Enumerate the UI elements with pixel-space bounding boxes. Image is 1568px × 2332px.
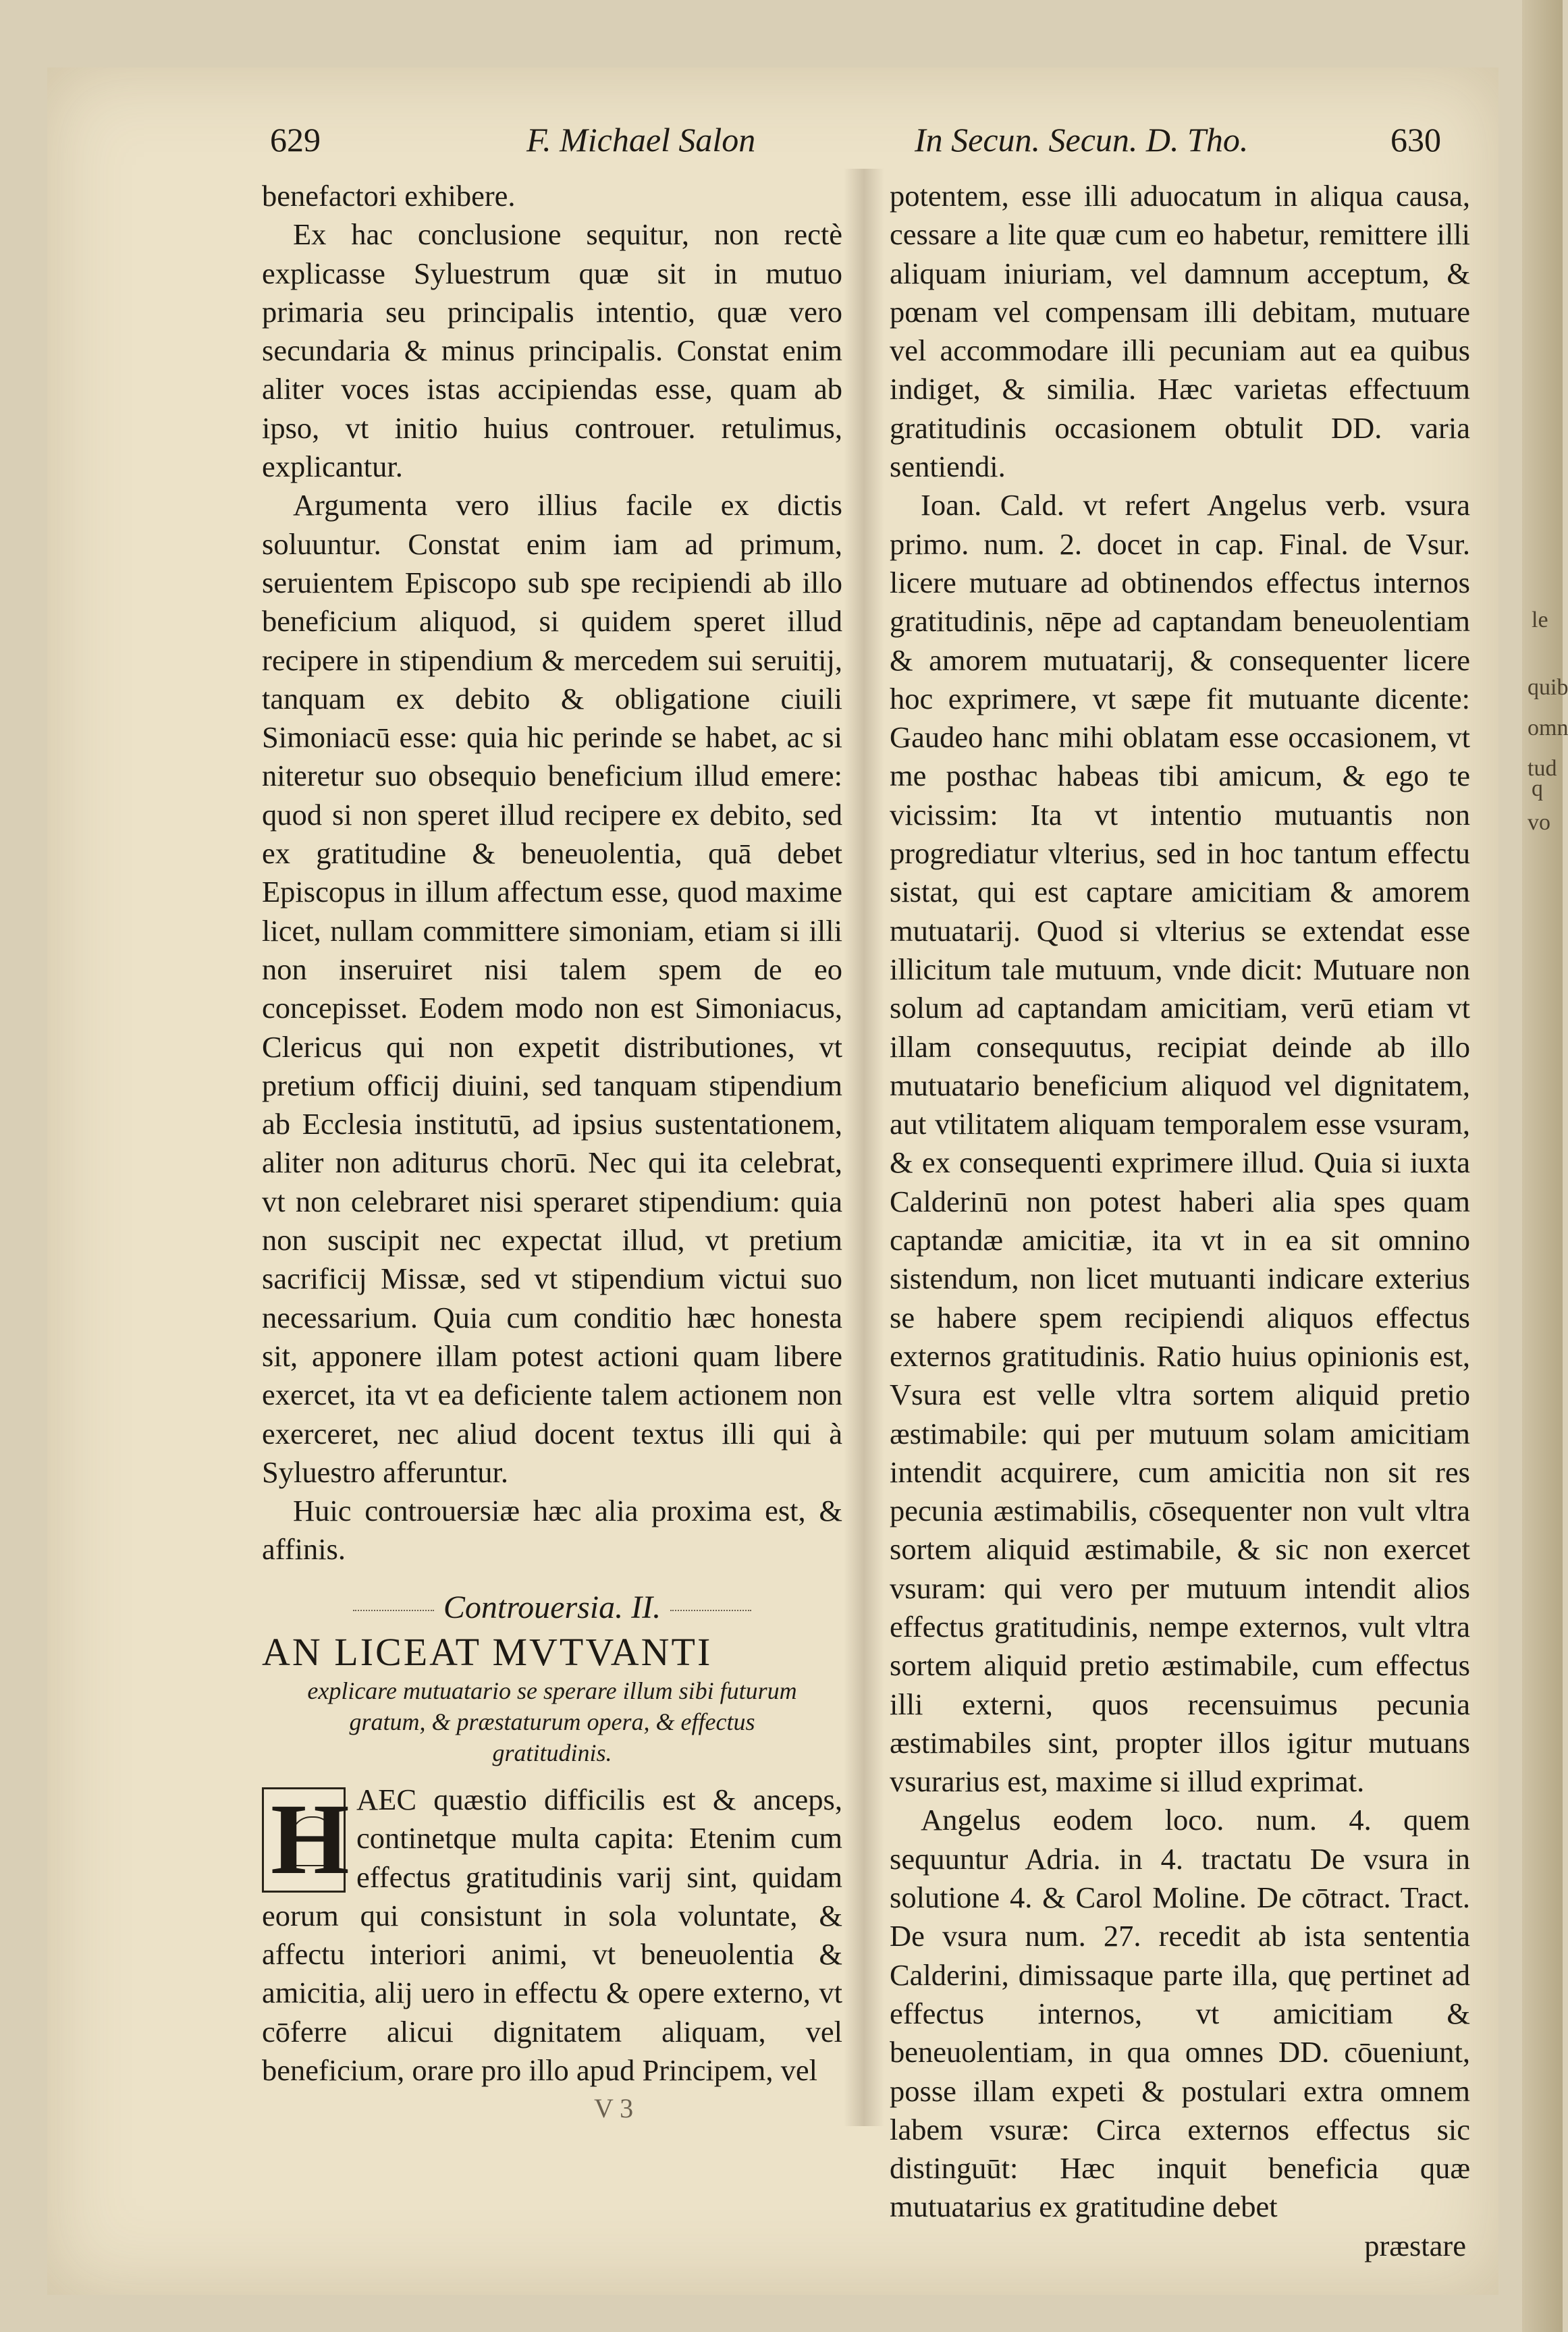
next-page-edge	[1522, 0, 1568, 2332]
subtitle-text: Controuersia. II.	[443, 1589, 661, 1625]
section-subtitle	[262, 1588, 842, 1627]
section-title-subtext: explicare mutuatario se sperare illum sibi futurum gratum, & præstaturum opera, & effectus gratitudinis.	[307, 1677, 797, 1766]
dropcap-ornament	[262, 1783, 350, 1895]
dotted-rule	[353, 1610, 434, 1611]
paragraph: potentem, esse illi aduocatum in aliqua causa, cessare a lite quæ cum eo habetur, remittere illi aliquam iniuriam, vel damnum acceptum, & pœnam vel compensam illi debitam, mutuare vel accommodare illi pecuniam aut ea quibus indiget, & similia. Hæc varietas effectuum gratitudinis occasionem obtulit DD. varia sentiendi.	[890, 179, 1470, 484]
edge-fragment: q	[1532, 776, 1543, 801]
edge-fragment: le	[1532, 607, 1548, 632]
gutter-shadow	[844, 169, 884, 2126]
left-page-number: 629	[270, 121, 321, 159]
edge-fragment: tud	[1528, 756, 1557, 781]
left-running-head: F. Michael Salon	[526, 121, 756, 159]
paragraph: Huic controuersiæ hæc alia proxima est, & affinis.	[262, 1494, 842, 1567]
signature-mark: V 3	[594, 2093, 634, 2123]
left-column	[262, 177, 842, 2090]
paragraph: Argumenta vero illius facile ex dictis soluuntur. Constat enim iam ad primum, seruientem Episcopo sub spe recipiendi ab illo beneficium aliquod, si quidem speret illud recipere in stipendium & mercedem sui seruitij, tanquam ex debito & obligatione ciuili Simoniacū esse: quia hic perinde se habet, ac si niteretur suo obsequio beneficium illud emere: quod si non speret illud recipere ex debito, sed ex gratitudine & beneuolentia, quā debet Episcopus in illum affectum esse, quod maxime licet, nullam committere simoniam, etiam si illi non inseruiret nisi talem spem de eo concepisset. Eodem modo non est Simoniacus, Clericus qui non expetit distributiones, vt pretium officij diuini, sed tanquam stipendium ab Ecclesia institutū, ad ipsius sustentationem, aliter non aditurus chorū. Nec qui ita celebrat, vt non celebraret nisi speraret stipendium: quia non suscipit nec expectat illud, vt pretium sacrificij Missæ, sed vt stipendium victui suo necessarium. Quia cum conditio hæc honesta sit, apponere illam potest actioni quam libere exercet, ita vt ea deficiente talem actionem non exerceret, nec aliud docent textus illi qui à Syluestro afferuntur.	[262, 488, 842, 1489]
dropcap-letter: H	[271, 1783, 350, 1895]
section-title: AN LICEAT MVTVANTI	[262, 1629, 713, 1674]
paragraph: benefactori exhibere.	[262, 179, 516, 213]
dotted-rule	[670, 1610, 751, 1611]
catchword: præstare	[1364, 2228, 1466, 2262]
paragraph: Ioan. Cald. vt refert Angelus verb. vsura primo. num. 2. docet in cap. Final. de Vsur. licere mutuare ad obtinendos effectus internos gratitudinis, nēpe ad captandam beneuolentiam & amorem mutuatarij, & consequenter licere hoc exprimere, vt sæpe fit mutuante dicente: Gaudeo hanc mihi oblatam esse occasionem, vt me posthac habeas tibi amicum, & ego te vicissim: Ita vt intentio mutuantis non progrediatur vlterius, sed in hoc tantum effectu sistat, qui est captare amicitiam & amorem mutuatarij. Quod si vlterius se extendat esse illicitum tale mutuum, vnde dicit: Mutuare non solum ad captandam amicitiam, verū etiam vt illam consequutus, recipiat deinde ab illo mutuatario beneficium aliquod vel dignitatem, aut vtilitatem aliquam temporalem esse vsuram, & ex consequenti exprimere illud. Quia si iuxta Calderinū non potest haberi alia spes quam captandæ amicitiæ, ita vt in ea sit omnino sistendum, non licet mutuanti indicare exterius se habere spem recipiendi aliquos effectus externos gratitudinis. Ratio huius opinionis est, Vsura est velle vltra sortem aliquid pretio æstimabile: qui per mutuum solam amicitiam intendit acquirere, cum amicitia non sit res pecunia æstimabilis, cōsequenter non vult vltra sortem aliquid æstimabile, & sic non exercet vsuram: qui vero per mutuum intendit alios effectus gratitudinis, nempe externos, vult vltra sortem aliquid pretio æstimabile, cum effectus illi externi, quos recensuimus pecunia æstimabiles sint, propter illos igitur mutuans vsurarius est, maxime si illud exprimat.	[890, 488, 1470, 1799]
edge-fragment: vo	[1528, 810, 1550, 835]
paragraph: AEC quæstio difficilis est & anceps, continetque multa capita: Etenim cum effectus gratitudinis varij sint, quidam eorum qui consistunt in sola voluntate, & affectu interiori animi, vt beneuolentia & amicitia, alij uero in effectu & opere externo, vt cōferre alicui dignitatem aliquam, vel beneficium, orare pro illo apud Principem, vel	[262, 1782, 842, 2088]
right-column	[890, 177, 1470, 2265]
edge-fragment: omn	[1528, 715, 1568, 740]
right-running-head: In Secun. Secun. D. Tho.	[915, 121, 1249, 159]
right-page-number: 630	[1390, 121, 1441, 159]
edge-fragment: quib	[1528, 675, 1568, 700]
paragraph: Angelus eodem loco. num. 4. quem sequuntur Adria. in 4. tractatu De vsura in solutione 4. & Carol Moline. De cōtract. Tract. De vsura num. 27. recedit ab ista sententia Calderini, dimissaque parte illa, quę pertinet ad effectus internos, vt amicitiam & beneuolentiam, in qua omnes DD. cōueniunt, posse illam expeti & postulari extra omnem labem vsuræ: Circa externos effectus sic distinguūt: Hæc inquit beneficia quæ mutuatarius ex gratitudine debet	[890, 1803, 1470, 2224]
paragraph: Ex hac conclusione sequitur, non rectè explicasse Syluestrum quæ sit in mutuo primaria seu principalis intentio, quæ vero secundaria & minus principalis. Constat enim aliter voces istas accipiendas esse, quam ab ipso, vt initio huius controuer. retulimus, explicantur.	[262, 217, 842, 484]
